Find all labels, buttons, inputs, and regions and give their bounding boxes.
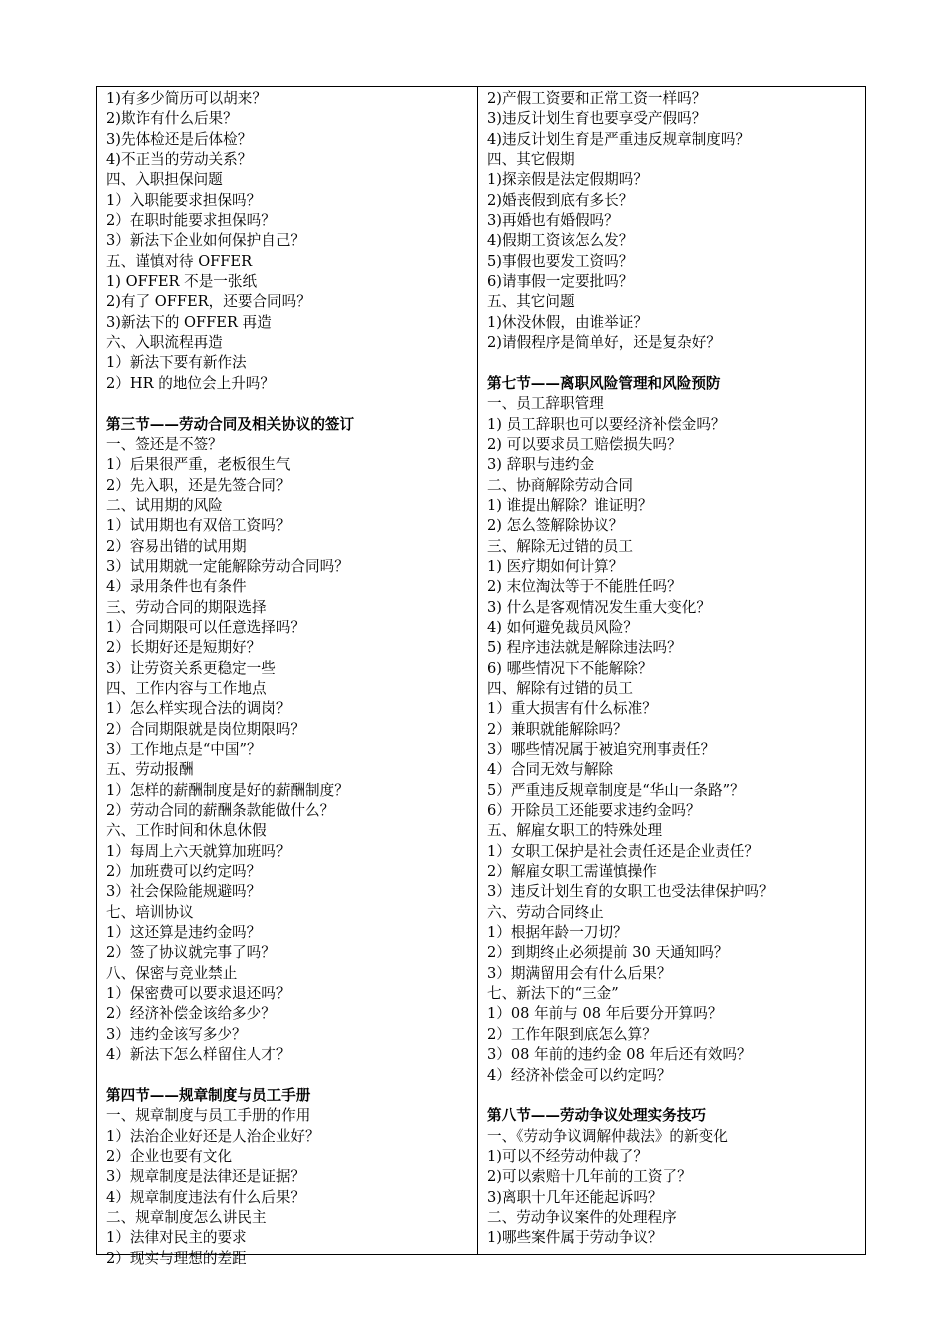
- section-heading: 第三节——劳动合同及相关协议的签订: [106, 415, 355, 433]
- outline-item: 3）规章制度是法律还是证据？: [106, 1168, 306, 1186]
- outline-item: 6)请事假一定要批吗？: [487, 273, 634, 291]
- outline-item: 1)可以不经劳动仲裁了？: [487, 1147, 648, 1165]
- outline-item: 2) 末位淘汰等于不能胜任吗？: [487, 578, 682, 596]
- outline-item: 2）合同期限就是岗位期限吗？: [106, 720, 306, 738]
- outline-item: 2）工作年限到底怎么算？: [487, 1025, 657, 1043]
- outline-item: 1）怎样的薪酬制度是好的薪酬制度？: [106, 781, 349, 799]
- outline-item: 2) 可以要求员工赔偿损失吗？: [487, 435, 682, 453]
- outline-item: 2）解雇女职工需谨慎操作: [487, 863, 657, 881]
- section-heading: 第四节——规章制度与员工手册: [106, 1086, 311, 1104]
- outline-item: 1) 员工辞职也可以要经济补偿金吗？: [487, 415, 726, 433]
- outline-item: 五、解雇女职工的特殊处理: [487, 822, 663, 840]
- outline-item: 4) 如何避免裁员风险？: [487, 618, 638, 636]
- outline-item: 四、解除有过错的员工: [487, 679, 633, 697]
- outline-item: 3）让劳资关系更稳定一些: [106, 659, 276, 677]
- outline-item: 2）加班费可以约定吗？: [106, 863, 262, 881]
- outline-item: 1) 医疗期如何计算？: [487, 557, 624, 575]
- outline-item: 3）哪些情况属于被追究刑事责任？: [487, 741, 716, 758]
- outline-item: 2）HR 的地位会上升吗？: [106, 374, 275, 392]
- outline-item: 2)产假工资要和正常工资一样吗？: [487, 90, 707, 107]
- outline-item: 3）试用期就一定能解除劳动合同吗？: [106, 557, 349, 575]
- outline-item: 1）法治企业好还是人治企业好？: [106, 1127, 320, 1145]
- outline-item: 1）这还算是违约金吗？: [106, 924, 262, 942]
- outline-item: 3) 什么是客观情况发生重大变化？: [487, 598, 711, 616]
- outline-item: 5) 程序违法就是解除违法吗？: [487, 639, 682, 657]
- outline-item: 4）录用条件也有条件: [106, 578, 247, 596]
- outline-item: 3）新法下企业如何保护自己？: [106, 232, 306, 250]
- outline-item: 1）入职能要求担保吗？: [106, 191, 262, 209]
- outline-item: 3）违约金该写多少？: [106, 1025, 247, 1043]
- outline-item: 3) 辞职与违约金: [487, 456, 595, 474]
- outline-item: 3）违反计划生育的女职工也受法律保护吗？: [487, 883, 774, 901]
- outline-item: 2）兼职就能解除吗？: [487, 720, 628, 738]
- blank-line: [487, 1086, 865, 1106]
- outline-item: 一、规章制度与员工手册的作用: [106, 1107, 311, 1125]
- outline-item: 2）企业也要有文化: [106, 1147, 233, 1165]
- outline-item: 1）08 年前与 08 年后要分开算吗？: [487, 1005, 723, 1023]
- outline-item: 六、入职流程再造: [106, 334, 223, 352]
- outline-item: 1) 谁提出解除？谁证明？: [487, 496, 653, 514]
- outline-item: 2) 怎么签解除协议？: [487, 517, 624, 535]
- outline-item: 2）长期好还是短期好？: [106, 639, 262, 657]
- outline-item: 六、劳动合同终止: [487, 903, 604, 921]
- outline-item: 4）规章制度违法有什么后果？: [106, 1188, 306, 1206]
- outline-item: 1)探亲假是法定假期吗？: [487, 171, 648, 189]
- outline-item: 3)再婚也有婚假吗？: [487, 212, 619, 230]
- outline-item: 四、入职担保问题: [106, 171, 223, 189]
- outline-item: 3)新法下的 OFFER 再造: [106, 313, 272, 331]
- outline-item: 四、工作内容与工作地点: [106, 679, 267, 697]
- outline-item: 6）开除员工还能要求违约金吗？: [487, 802, 701, 820]
- right-column: [478, 87, 865, 1254]
- outline-item: 七、培训协议: [106, 903, 194, 921]
- outline-item: 3）08 年前的违约金 08 年后还有效吗？: [487, 1046, 752, 1064]
- outline-item: 1)有多少简历可以胡来？: [106, 90, 267, 107]
- outline-item: 1）每周上六天就算加班吗？: [106, 842, 291, 860]
- outline-item: 2)请假程序是简单好，还是复杂好？: [487, 334, 721, 352]
- outline-item: 一、员工辞职管理: [487, 395, 604, 413]
- outline-item: 1）合同期限可以任意选择吗？: [106, 618, 306, 636]
- outline-item: 1)休没休假，由谁举证？: [487, 313, 648, 331]
- outline-item: 1）法律对民主的要求: [106, 1229, 247, 1247]
- outline-item: 2）签了协议就完事了吗？: [106, 944, 276, 962]
- outline-item: 3)违反计划生育也要享受产假吗？: [487, 110, 707, 128]
- outline-item: 1）新法下要有新作法: [106, 354, 247, 372]
- outline-item: 1）重大损害有什么标准？: [487, 700, 657, 718]
- outline-item: 2)有了 OFFER，还要合同吗？: [106, 293, 311, 311]
- outline-item: 1)哪些案件属于劳动争议？: [487, 1229, 663, 1247]
- outline-item: 4)违反计划生育是严重违反规章制度吗？: [487, 130, 751, 148]
- outline-item: 二、协商解除劳动合同: [487, 476, 633, 494]
- outline-item: 四、其它假期: [487, 151, 575, 169]
- outline-item: 2)可以索赔十几年前的工资了？: [487, 1168, 692, 1186]
- section-heading: 第七节——离职风险管理和风险预防: [487, 374, 721, 392]
- outline-item: 4）新法下怎么样留住人才？: [106, 1046, 291, 1064]
- outline-item: 1）保密费可以要求退还吗？: [106, 985, 291, 1003]
- outline-item: 七、新法下的“三金”: [487, 985, 619, 1003]
- outline-item: 4)不正当的劳动关系？: [106, 151, 253, 169]
- outline-item: 1）女职工保护是社会责任还是企业责任？: [487, 842, 759, 860]
- blank-line: [487, 353, 865, 373]
- outline-item: 6) 哪些情况下不能解除？: [487, 659, 653, 677]
- outline-item: 2）劳动合同的薪酬条款能做什么？: [106, 802, 335, 820]
- outline-item: 3)先体检还是后体检？: [106, 130, 253, 148]
- outline-item: 3）工作地点是“中国”？: [106, 741, 262, 758]
- outline-item: 三、解除无过错的员工: [487, 537, 633, 555]
- outline-item: 3）期满留用会有什么后果？: [487, 964, 672, 982]
- outline-item: 二、规章制度怎么讲民主: [106, 1208, 267, 1226]
- outline-table: [96, 86, 866, 1267]
- outline-item: 八、保密与竞业禁止: [106, 964, 238, 982]
- outline-item: 五、劳动报酬: [106, 761, 194, 779]
- outline-item: 5)事假也要发工资吗？: [487, 252, 634, 270]
- outline-item: 2）在职时能要求担保吗？: [106, 212, 276, 230]
- outline-item: 二、试用期的风险: [106, 496, 223, 514]
- blank-line: [106, 1066, 477, 1086]
- outline-item: 2）先入职，还是先签合同？: [106, 476, 291, 494]
- outline-item: 3）社会保险能规避吗？: [106, 883, 262, 901]
- outline-item: 2)婚丧假到底有多长？: [487, 191, 634, 209]
- section-heading: 第八节——劳动争议处理实务技巧: [487, 1107, 706, 1125]
- outline-item: 2）到期终止必须提前 30 天通知吗？: [487, 944, 729, 962]
- outline-item: 4）合同无效与解除: [487, 761, 614, 779]
- outline-item: 五、其它问题: [487, 293, 575, 311]
- outline-item: 1）怎么样实现合法的调岗？: [106, 700, 291, 718]
- outline-item: 2）现实与理想的差距: [106, 1249, 247, 1267]
- outline-item: 5）严重违反规章制度是“华山一条路”？: [487, 781, 745, 799]
- outline-item: 1) OFFER 不是一张纸: [106, 273, 258, 291]
- outline-item: 一、《劳动争议调解仲裁法》的新变化: [487, 1127, 728, 1145]
- outline-item: 二、劳动争议案件的处理程序: [487, 1208, 677, 1226]
- left-column: [97, 87, 478, 1267]
- outline-item: 2)欺诈有什么后果？: [106, 110, 238, 128]
- outline-item: 4)假期工资该怎么发？: [487, 232, 634, 250]
- outline-item: 五、谨慎对待 OFFER: [106, 252, 253, 270]
- outline-item: 一、签还是不签？: [106, 435, 223, 453]
- outline-item: 1）后果很严重，老板很生气: [106, 456, 291, 474]
- outline-item: 1）试用期也有双倍工资吗？: [106, 517, 291, 535]
- outline-item: 1）根据年龄一刀切？: [487, 924, 628, 942]
- outline-item: 六、工作时间和休息休假: [106, 822, 267, 840]
- outline-item: 三、劳动合同的期限选择: [106, 598, 267, 616]
- outline-item: 2）经济补偿金该给多少？: [106, 1005, 276, 1023]
- outline-item: 3)离职十几年还能起诉吗？: [487, 1188, 663, 1206]
- outline-item: 4）经济补偿金可以约定吗？: [487, 1066, 672, 1084]
- outline-item: 2）容易出错的试用期: [106, 537, 247, 555]
- blank-line: [106, 394, 477, 414]
